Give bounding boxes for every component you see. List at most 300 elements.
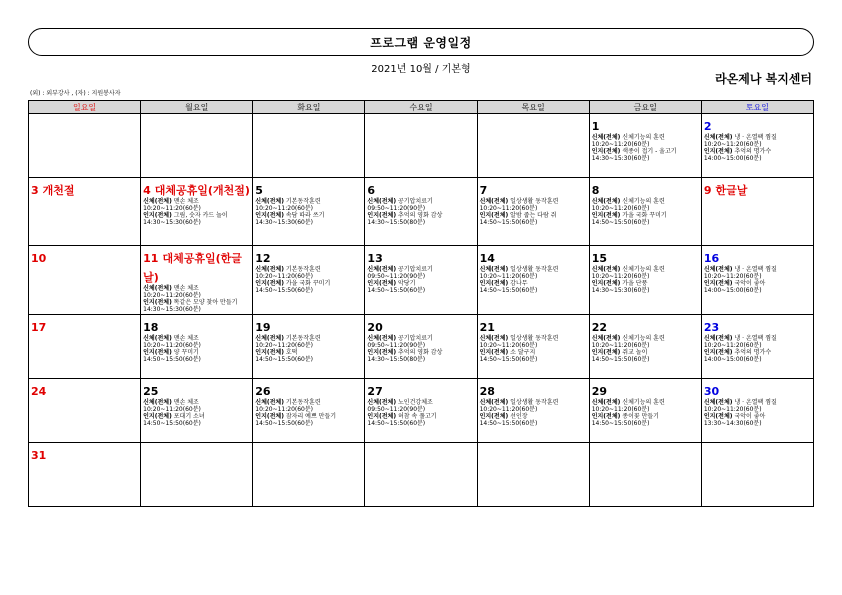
day-number: 1 bbox=[591, 120, 600, 133]
program-time: 10:20~11:20(60분) bbox=[479, 406, 538, 413]
program-name: 일상생활 동작훈련 bbox=[510, 335, 559, 342]
day-header bbox=[480, 316, 587, 335]
program-category: 인지(전체) bbox=[591, 280, 621, 287]
program-time: 14:00~15:00(60분) bbox=[703, 356, 762, 363]
program-item bbox=[480, 212, 587, 219]
program-name: 신체기능의 훈련 bbox=[622, 266, 665, 273]
day-header bbox=[592, 247, 699, 266]
weekday-thursday: 목요일 bbox=[477, 101, 589, 114]
program-name: 호떡 bbox=[285, 349, 298, 356]
program-category: 신체(전체) bbox=[479, 266, 509, 273]
day-header bbox=[255, 247, 362, 266]
program-time: 10:20~11:20(60분) bbox=[591, 205, 650, 212]
program-name: 맨손 체조 bbox=[173, 399, 199, 406]
program-item bbox=[143, 335, 250, 342]
calendar-day-cell bbox=[589, 315, 701, 379]
program-name: 국악이 좋아 bbox=[734, 280, 766, 287]
program-time: 14:50~15:50(60분) bbox=[143, 420, 201, 427]
program-category: 신체(전체) bbox=[703, 399, 733, 406]
calendar-day-cell bbox=[253, 246, 365, 315]
program-item bbox=[255, 280, 362, 287]
program-time: 09:50~11:20(90분) bbox=[367, 205, 426, 212]
program-item bbox=[255, 413, 362, 420]
program-time: 09:50~11:20(90분) bbox=[367, 406, 426, 413]
day-header bbox=[704, 179, 811, 198]
program-category: 신체(전체) bbox=[143, 198, 172, 205]
program-time: 10:20~11:20(60분) bbox=[255, 205, 314, 212]
program-item bbox=[592, 335, 699, 342]
calendar-day-cell bbox=[477, 246, 589, 315]
calendar-day-cell bbox=[29, 246, 141, 315]
program-item bbox=[480, 413, 587, 420]
program-time: 09:50~11:20(90분) bbox=[367, 342, 426, 349]
calendar-day-cell bbox=[29, 114, 141, 178]
day-number: 28 bbox=[479, 385, 495, 398]
calendar-week-row bbox=[29, 114, 814, 178]
calendar-day-cell bbox=[701, 379, 813, 443]
day-header bbox=[143, 380, 250, 399]
program-time: 10:20~11:20(60분) bbox=[703, 141, 762, 148]
program-category: 인지(전체) bbox=[479, 212, 509, 219]
program-name: 공기압치료기 bbox=[398, 335, 433, 342]
day-header bbox=[704, 380, 811, 399]
program-item bbox=[143, 413, 250, 420]
program-time: 14:30~15:30(60분) bbox=[143, 219, 201, 226]
day-header bbox=[480, 179, 587, 198]
program-name: 악당기 bbox=[398, 280, 416, 287]
program-name: 가을 국화 꾸미기 bbox=[285, 280, 331, 287]
program-category: 인지(전체) bbox=[367, 280, 397, 287]
calendar-day-cell bbox=[365, 443, 477, 507]
calendar-day-cell bbox=[365, 379, 477, 443]
program-item bbox=[592, 349, 699, 356]
day-number: 25 bbox=[143, 385, 159, 398]
program-time: 13:30~14:30(60분) bbox=[703, 420, 762, 427]
program-category: 인지(전체) bbox=[703, 413, 733, 420]
day-header bbox=[592, 380, 699, 399]
program-name: 맨손 체조 bbox=[173, 285, 199, 292]
program-item bbox=[367, 413, 474, 420]
day-number: 22 bbox=[591, 321, 608, 334]
program-category: 신체(전체) bbox=[591, 335, 621, 342]
program-item bbox=[480, 335, 587, 342]
day-number: 14 bbox=[479, 252, 495, 265]
program-category: 신체(전체) bbox=[255, 266, 284, 273]
program-category: 신체(전체) bbox=[591, 266, 621, 273]
program-name: 냉 · 온열팩 찜질 bbox=[734, 399, 777, 406]
calendar-week-row bbox=[29, 246, 814, 315]
program-time: 14:50~15:50(60분) bbox=[479, 356, 538, 363]
program-name: 냉 · 온열팩 찜질 bbox=[734, 266, 777, 273]
program-category: 신체(전체) bbox=[591, 134, 621, 141]
program-name: 기본동작훈련 bbox=[285, 198, 321, 205]
holiday-label: 대체공휴일(한글날) bbox=[143, 252, 242, 284]
day-number: 31 bbox=[31, 449, 47, 462]
day-header bbox=[704, 316, 811, 335]
program-time: 10:20~11:20(60분) bbox=[143, 205, 201, 212]
program-name: 국악이 좋아 bbox=[734, 413, 766, 420]
program-category: 인지(전체) bbox=[479, 413, 509, 420]
day-header bbox=[143, 247, 250, 285]
program-name: 기본동작훈련 bbox=[285, 266, 321, 273]
program-name: 소 달구지 bbox=[510, 349, 536, 356]
day-number: 27 bbox=[367, 385, 383, 398]
program-item bbox=[143, 299, 250, 306]
program-category: 신체(전체) bbox=[479, 399, 509, 406]
program-time: 14:50~15:50(60분) bbox=[255, 420, 314, 427]
calendar-day-cell bbox=[365, 246, 477, 315]
program-time: 14:50~15:50(60분) bbox=[479, 420, 538, 427]
day-number: 4 bbox=[143, 184, 151, 197]
calendar-day-cell bbox=[477, 178, 589, 246]
program-category: 인지(전체) bbox=[591, 413, 621, 420]
program-category: 인지(전체) bbox=[143, 299, 172, 306]
page-title bbox=[28, 28, 814, 56]
program-item bbox=[367, 280, 474, 287]
day-number: 12 bbox=[255, 252, 271, 265]
calendar-day-cell bbox=[477, 315, 589, 379]
program-item bbox=[367, 399, 474, 406]
program-item bbox=[704, 266, 811, 273]
program-item bbox=[367, 349, 474, 356]
weekday-friday: 금요일 bbox=[589, 101, 701, 114]
day-number: 13 bbox=[367, 252, 383, 265]
calendar-day-cell bbox=[589, 443, 701, 507]
day-number: 5 bbox=[255, 184, 263, 197]
program-name: 맨손 체조 bbox=[173, 335, 199, 342]
day-number: 20 bbox=[367, 321, 383, 334]
program-time: 14:50~15:50(60분) bbox=[591, 219, 650, 226]
calendar-day-cell bbox=[701, 443, 813, 507]
program-item bbox=[592, 148, 699, 155]
program-name: 속담 따라 쓰기 bbox=[285, 212, 325, 219]
day-number: 9 bbox=[703, 184, 712, 197]
program-name: 양 꾸미기 bbox=[173, 349, 199, 356]
program-name: 감나무 bbox=[510, 280, 528, 287]
day-header bbox=[255, 179, 362, 198]
weekday-wednesday: 수요일 bbox=[365, 101, 477, 114]
day-number: 7 bbox=[479, 184, 488, 197]
calendar-day-cell bbox=[365, 114, 477, 178]
program-name: 공기압치료기 bbox=[398, 266, 433, 273]
program-name: 색종이 접기 - 울고기 bbox=[622, 148, 677, 155]
program-time: 14:50~15:50(60분) bbox=[479, 287, 538, 294]
day-header bbox=[704, 247, 811, 266]
program-item bbox=[480, 399, 587, 406]
program-name: 일상생활 동작훈련 bbox=[510, 399, 559, 406]
program-name: 추억의 명가수 bbox=[734, 148, 772, 155]
day-header bbox=[367, 247, 474, 266]
program-time: 14:50~15:50(60분) bbox=[255, 287, 314, 294]
program-item bbox=[367, 266, 474, 273]
calendar-day-cell bbox=[253, 379, 365, 443]
legend: (외) : 외부강사 , (자) : 지원봉사자 bbox=[30, 90, 121, 97]
calendar-day-cell bbox=[253, 178, 365, 246]
program-item bbox=[143, 198, 250, 205]
program-time: 14:30~15:30(60분) bbox=[255, 219, 314, 226]
program-item bbox=[255, 349, 362, 356]
day-header bbox=[592, 115, 699, 134]
program-item bbox=[704, 148, 811, 155]
program-time: 14:50~15:50(60분) bbox=[479, 219, 538, 226]
day-header bbox=[255, 380, 362, 399]
holiday-label: 한글날 bbox=[715, 184, 748, 197]
program-name: 가을 국화 꾸미기 bbox=[622, 212, 667, 219]
program-time: 10:20~11:20(60분) bbox=[255, 406, 314, 413]
day-number: 11 bbox=[143, 252, 159, 265]
program-name: 추억의 영화 감상 bbox=[398, 349, 443, 356]
day-header bbox=[704, 115, 811, 134]
program-category: 신체(전체) bbox=[703, 335, 733, 342]
calendar-week-row bbox=[29, 178, 814, 246]
weekday-monday: 월요일 bbox=[141, 101, 253, 114]
program-name: 그림, 숫자 카드 놀이 bbox=[173, 212, 228, 219]
program-category: 인지(전체) bbox=[255, 212, 284, 219]
calendar-week-row bbox=[29, 379, 814, 443]
program-item bbox=[143, 399, 250, 406]
weekday-saturday: 토요일 bbox=[701, 101, 813, 114]
day-header bbox=[31, 247, 138, 266]
program-category: 인지(전체) bbox=[703, 148, 733, 155]
program-category: 신체(전체) bbox=[703, 266, 733, 273]
program-category: 인지(전체) bbox=[255, 413, 284, 420]
program-time: 14:50~15:50(60분) bbox=[255, 356, 314, 363]
calendar-day-cell bbox=[29, 379, 141, 443]
center-name: 라온제나 복지센터 bbox=[715, 72, 812, 86]
calendar-day-cell bbox=[29, 178, 141, 246]
program-category: 인지(전체) bbox=[703, 280, 733, 287]
program-category: 인지(전체) bbox=[143, 212, 172, 219]
program-item bbox=[704, 413, 811, 420]
program-item bbox=[143, 349, 250, 356]
program-category: 신체(전체) bbox=[367, 335, 397, 342]
day-header bbox=[480, 380, 587, 399]
program-category: 신체(전체) bbox=[143, 335, 172, 342]
program-category: 신체(전체) bbox=[367, 198, 397, 205]
calendar-day-cell bbox=[477, 379, 589, 443]
program-name: 냉 · 온열팩 찜질 bbox=[734, 335, 777, 342]
program-time: 14:30~15:30(60분) bbox=[143, 306, 201, 313]
program-item bbox=[143, 285, 250, 292]
program-category: 인지(전체) bbox=[703, 349, 733, 356]
program-category: 인지(전체) bbox=[143, 349, 172, 356]
program-name: 똑같은 모양 찾아 만들기 bbox=[173, 299, 238, 306]
program-category: 신체(전체) bbox=[367, 266, 397, 273]
day-number: 26 bbox=[255, 385, 271, 398]
calendar-day-cell bbox=[701, 178, 813, 246]
program-category: 인지(전체) bbox=[591, 212, 621, 219]
page-subtitle: 2021년 10월 / 기본형 bbox=[371, 64, 471, 75]
day-header bbox=[31, 444, 138, 463]
program-item bbox=[592, 212, 699, 219]
day-number: 24 bbox=[31, 385, 47, 398]
calendar-day-cell bbox=[477, 114, 589, 178]
program-category: 신체(전체) bbox=[255, 399, 284, 406]
program-category: 인지(전체) bbox=[143, 413, 172, 420]
program-item bbox=[592, 134, 699, 141]
calendar-day-cell bbox=[141, 379, 253, 443]
program-item bbox=[480, 349, 587, 356]
day-header bbox=[592, 316, 699, 335]
calendar-day-cell bbox=[589, 178, 701, 246]
program-category: 신체(전체) bbox=[255, 335, 284, 342]
program-time: 14:30~15:50(80분) bbox=[367, 219, 426, 226]
calendar-table bbox=[28, 100, 814, 507]
weekday-tuesday: 화요일 bbox=[253, 101, 365, 114]
program-category: 인지(전체) bbox=[479, 280, 509, 287]
day-header bbox=[367, 380, 474, 399]
calendar-day-cell bbox=[141, 246, 253, 315]
program-time: 10:20~11:20(60분) bbox=[255, 273, 314, 280]
program-time: 14:30~15:50(80분) bbox=[367, 356, 426, 363]
program-name: 일상생활 동작훈련 bbox=[510, 266, 559, 273]
program-name: 기본동작훈련 bbox=[285, 335, 321, 342]
program-item bbox=[255, 335, 362, 342]
day-number: 23 bbox=[703, 321, 720, 334]
program-item bbox=[255, 198, 362, 205]
program-name: 포대기 소녀 bbox=[173, 413, 205, 420]
calendar-day-cell bbox=[589, 246, 701, 315]
program-item bbox=[704, 280, 811, 287]
program-time: 10:20~11:20(60분) bbox=[591, 406, 650, 413]
calendar-day-cell bbox=[29, 315, 141, 379]
day-number: 16 bbox=[703, 252, 720, 265]
calendar-day-cell bbox=[701, 246, 813, 315]
program-item bbox=[367, 335, 474, 342]
program-name: 추억의 영화 감상 bbox=[398, 212, 443, 219]
program-category: 인지(전체) bbox=[591, 349, 621, 356]
program-name: 신체기능의 훈련 bbox=[622, 134, 665, 141]
calendar-day-cell bbox=[29, 443, 141, 507]
program-item bbox=[704, 399, 811, 406]
day-header bbox=[31, 179, 138, 198]
day-number: 2 bbox=[703, 120, 712, 133]
day-number: 21 bbox=[479, 321, 495, 334]
calendar-day-cell bbox=[253, 315, 365, 379]
program-time: 10:20~11:20(60분) bbox=[703, 273, 762, 280]
program-time: 10:20~11:20(60분) bbox=[143, 342, 201, 349]
program-item bbox=[704, 335, 811, 342]
program-category: 신체(전체) bbox=[591, 198, 621, 205]
program-name: 신체기능의 훈련 bbox=[622, 335, 665, 342]
program-time: 10:20~11:20(60분) bbox=[591, 141, 650, 148]
program-item bbox=[367, 198, 474, 205]
program-item bbox=[704, 349, 811, 356]
program-name: 일상생활 동작훈련 bbox=[510, 198, 559, 205]
weekday-sunday: 일요일 bbox=[29, 101, 141, 114]
program-category: 인지(전체) bbox=[255, 349, 284, 356]
calendar-day-cell bbox=[701, 315, 813, 379]
program-time: 09:50~11:20(90분) bbox=[367, 273, 426, 280]
program-time: 10:20~11:20(60분) bbox=[255, 342, 314, 349]
calendar-day-cell bbox=[701, 114, 813, 178]
program-name: 알밤 줍는 다람 쥐 bbox=[510, 212, 557, 219]
calendar-day-cell bbox=[141, 178, 253, 246]
program-item bbox=[480, 280, 587, 287]
program-category: 인지(전체) bbox=[367, 349, 397, 356]
day-header bbox=[31, 380, 138, 399]
day-number: 15 bbox=[591, 252, 608, 265]
program-time: 14:30~15:30(60분) bbox=[591, 287, 650, 294]
program-category: 인지(전체) bbox=[255, 280, 284, 287]
calendar-week-row bbox=[29, 315, 814, 379]
calendar-week-row bbox=[29, 443, 814, 507]
program-time: 10:20~11:20(60분) bbox=[143, 406, 201, 413]
program-name: 종이꽃 만들기 bbox=[622, 413, 659, 420]
day-header bbox=[367, 316, 474, 335]
day-header bbox=[143, 179, 250, 198]
day-number: 6 bbox=[367, 184, 376, 197]
program-item bbox=[592, 266, 699, 273]
program-item bbox=[704, 134, 811, 141]
program-name: 허참 속 풀고기 bbox=[398, 413, 437, 420]
day-number: 10 bbox=[31, 252, 47, 265]
program-time: 14:30~15:30(60분) bbox=[591, 155, 650, 162]
program-name: 쥐교 놀이 bbox=[622, 349, 648, 356]
program-category: 신체(전체) bbox=[591, 399, 621, 406]
program-name: 냉 · 온열팩 찜질 bbox=[734, 134, 777, 141]
program-time: 10:20~11:20(60분) bbox=[143, 292, 201, 299]
program-time: 10:20~11:20(60분) bbox=[703, 342, 762, 349]
program-item bbox=[255, 266, 362, 273]
weekday-header-row bbox=[29, 101, 814, 114]
day-header bbox=[255, 316, 362, 335]
day-header bbox=[367, 179, 474, 198]
program-item bbox=[255, 212, 362, 219]
calendar-day-cell bbox=[141, 443, 253, 507]
program-time: 14:50~15:50(60분) bbox=[591, 356, 650, 363]
program-time: 14:50~15:50(60분) bbox=[367, 287, 426, 294]
day-header bbox=[592, 179, 699, 198]
calendar-day-cell bbox=[141, 315, 253, 379]
day-header bbox=[31, 316, 138, 335]
holiday-label: 대체공휴일(개천절) bbox=[154, 184, 250, 197]
program-name: 신체기능의 훈련 bbox=[622, 399, 665, 406]
day-number: 29 bbox=[591, 385, 608, 398]
program-time: 14:50~15:50(60분) bbox=[367, 420, 426, 427]
program-time: 14:00~15:00(60분) bbox=[703, 155, 762, 162]
program-category: 인지(전체) bbox=[367, 212, 397, 219]
program-name: 선인장 bbox=[510, 413, 528, 420]
calendar-day-cell bbox=[589, 114, 701, 178]
day-number: 18 bbox=[143, 321, 159, 334]
program-item bbox=[480, 266, 587, 273]
program-time: 10:20~11:20(60분) bbox=[479, 342, 538, 349]
program-name: 기본동작훈련 bbox=[285, 399, 321, 406]
program-item bbox=[367, 212, 474, 219]
program-time: 14:50~15:50(60분) bbox=[591, 420, 650, 427]
program-name: 잠자리 예쁘 만들기 bbox=[285, 413, 337, 420]
calendar-day-cell bbox=[477, 443, 589, 507]
program-item bbox=[255, 399, 362, 406]
calendar-day-cell bbox=[253, 114, 365, 178]
program-name: 가을 단풍 bbox=[622, 280, 648, 287]
program-category: 신체(전체) bbox=[703, 134, 733, 141]
day-number: 17 bbox=[31, 321, 47, 334]
program-category: 인지(전체) bbox=[591, 148, 621, 155]
calendar-day-cell bbox=[589, 379, 701, 443]
program-time: 10:20~11:20(60분) bbox=[703, 406, 762, 413]
program-category: 인지(전체) bbox=[367, 413, 397, 420]
program-category: 인지(전체) bbox=[479, 349, 509, 356]
program-name: 노인건강체조 bbox=[398, 399, 433, 406]
program-item bbox=[592, 280, 699, 287]
day-number: 3 bbox=[31, 184, 39, 197]
calendar-day-cell bbox=[141, 114, 253, 178]
calendar-day-cell bbox=[365, 315, 477, 379]
day-header bbox=[480, 247, 587, 266]
program-category: 신체(전체) bbox=[367, 399, 397, 406]
